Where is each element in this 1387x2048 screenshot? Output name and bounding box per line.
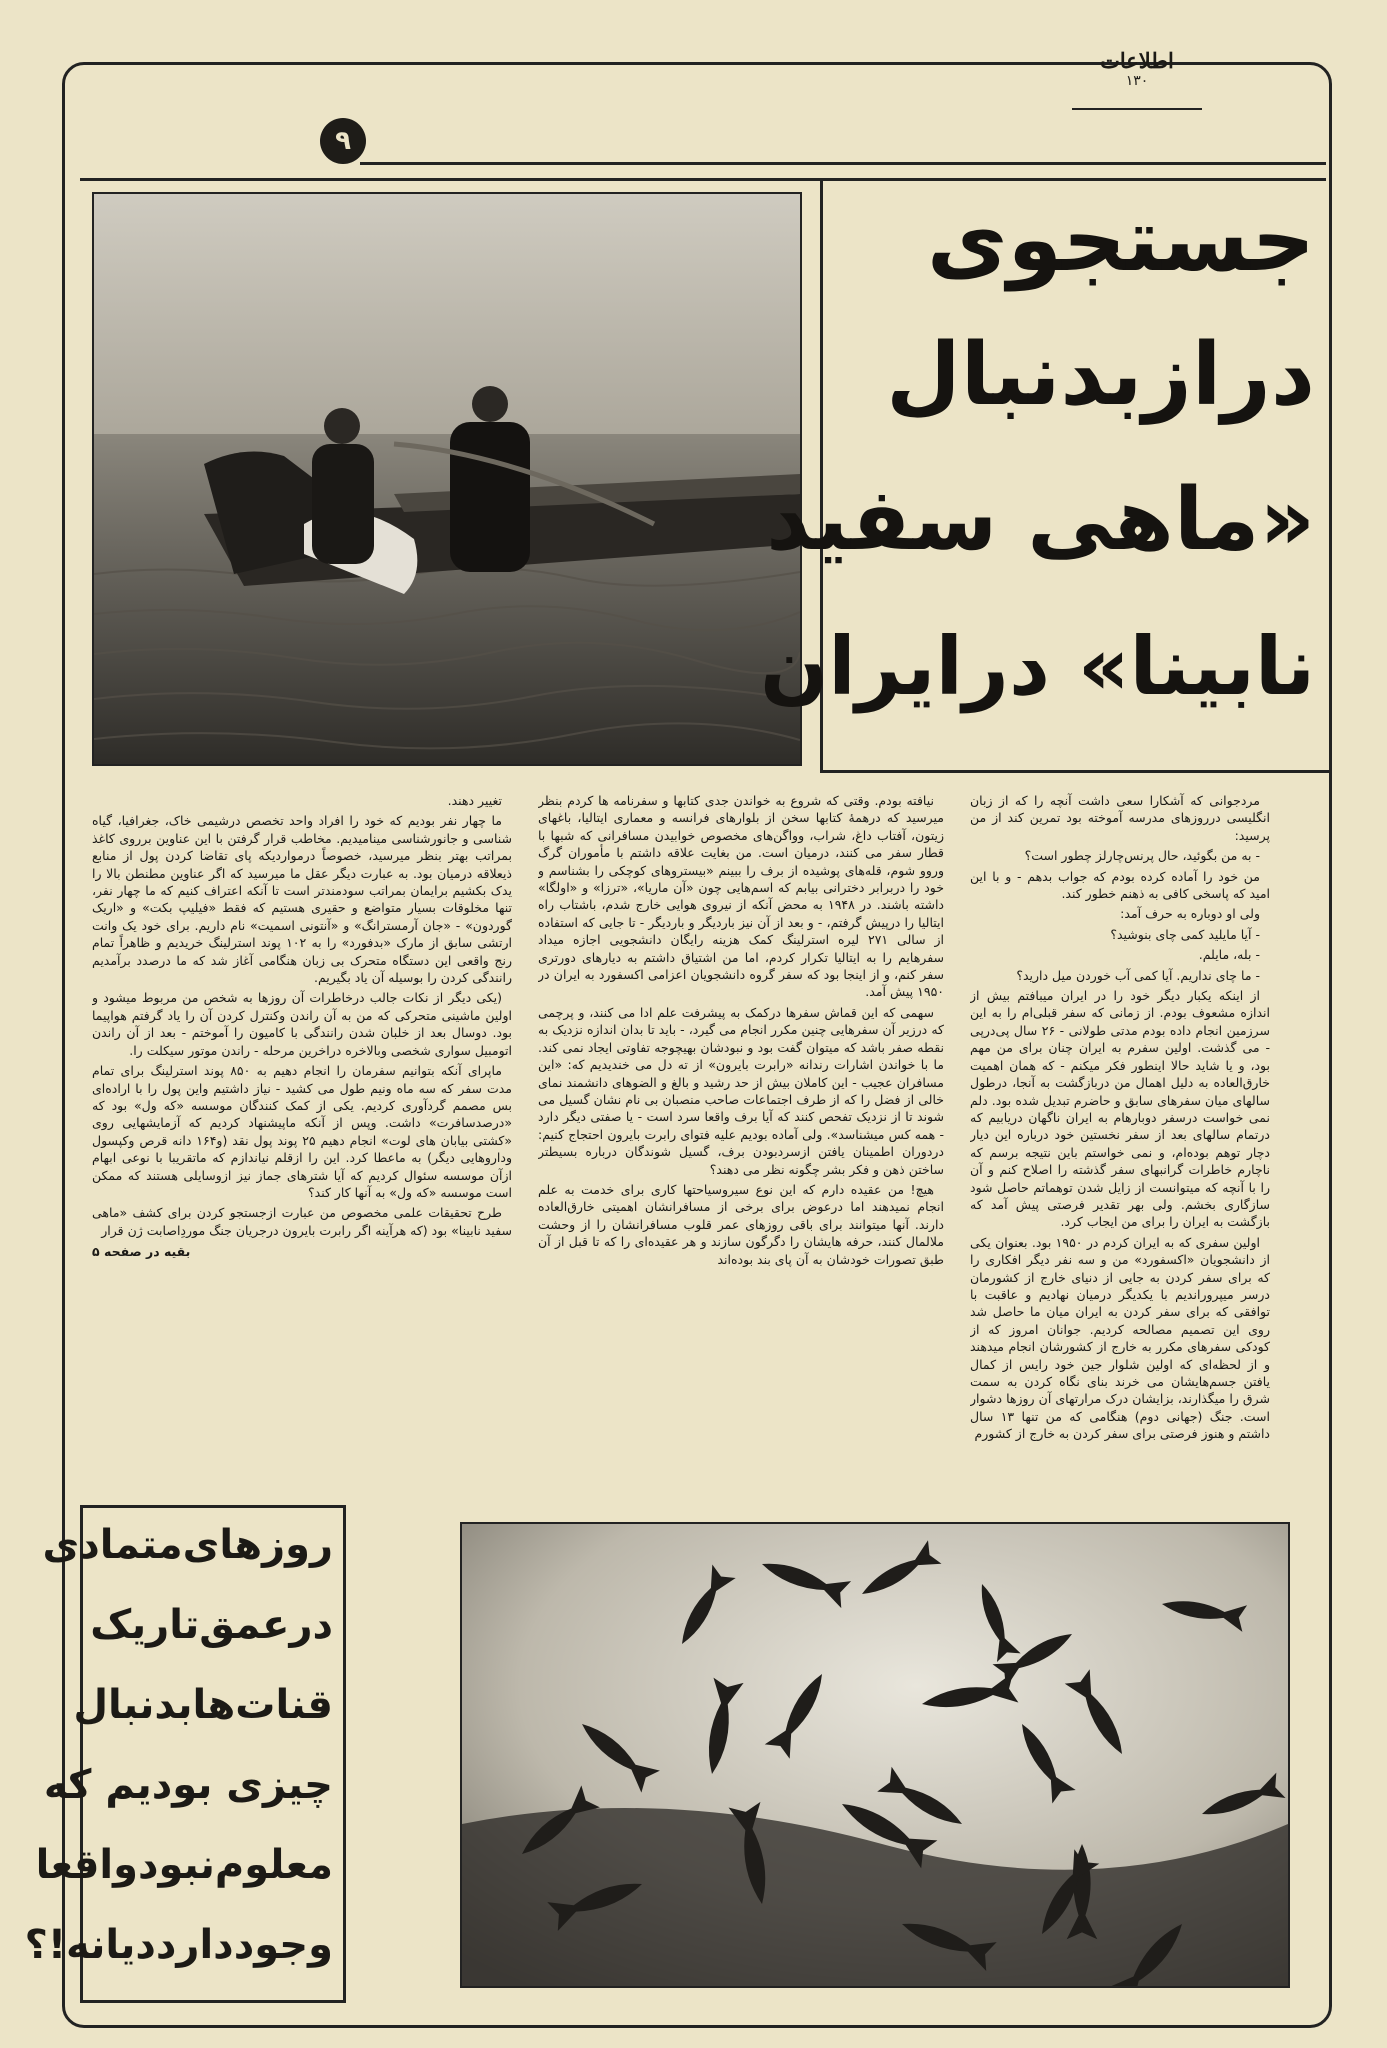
sidebar-pullquote xyxy=(24,1505,346,2003)
sidebar-line-4: چیزی بودیم که xyxy=(43,1762,333,1808)
page-number: ۹ xyxy=(320,118,366,164)
fish-image xyxy=(462,1524,1288,1986)
paragraph: هیچ! من عقیده دارم که این نوع سیروسیاحتها کاری برای خدمت به علم انجام نمیدهند اما درعوض برای برخی از مسافرانشان اهمیتی خارق‌العاده دارند. آنها میتوانند برای باقی روزهای عمر قلوب مسافرانشان را از وحشت ملالمال کنند، حرفه هایشان را دگرگون سازند و هر عقیده‌ای را که تا قبل از آن طبق تصورات خودشان به آن پای بند بوده‌اند xyxy=(538,1181,944,1267)
headline-box xyxy=(759,180,1329,773)
paragraph: اولین سفری که به ایران کردم در ۱۹۵۰ بود. بعنوان یکی از دانشجویان «اکسفورد» من و سه نفر دیگر افکاری را که برای سفر کردن به جایی از دنیای خارج از کشورمان درسر میپروراندیم با یکدیگر درمیان نهادیم و عاقبت با توافقی که برای سفر کردن به ایران میان ما حاصل شد روی این تصمیم مصالحه کردیم. جوانان امروز که از کودکی سفرهای مکرر به خارج از کشورشان انجام میدهند و از لحظه‌ای که اولین شلوار جین خود رایس از کمال یافتن جسم‌هایشان می خرند بنای نگاه کردن به سمت شرق را میگذارند، بزایشان درک مرارتهای آن روزها دشوار است. جنگ (جهانی دوم) هنگامی که من تنها ۱۳ سال داشتم و هنوز فرصتی برای سفر کردن به خارج از کشورم xyxy=(970,1234,1270,1442)
paragraph: ما چهار نفر بودیم که خود را افراد واحد تخصص درشیمی خاک، جغرافیا، گیاه شناسی و جانورشناسی مینامیدیم. مخاطب قرار گرفتن با این عناوین برروی کاغذ بمراتب بهتر بنظر میرسید، خصوصاً درمواردیکه پای تقاضا کردن پول از منابع ذیعلاقه درمیان بود. به عبارت دیگر عقل ما میرسید که اگر عناوین مطنطن بالا را یدک بکشیم برایمان بمراتب سودمندتر است تا آنکه اعتراف کنیم که ما چهار نفر، تنها مخلوقات بسیار متواضع و حقیری هستیم که فقط «فیلیپ بکت» و «اریک گوردون» - «جان آرمسترانگ» و «آنتونی اسمیت» نام داریم. برای خود یک وانت ارتشی سابق از مارک «بدفورد» را به ۱۰۲ پوند استرلینگ خریدیم و ظاهراً تمام رنج واقعی این دستگاه متحرک بی زبان هنگامی آغاز شد که ما درصدد برآمدیم رانندگی کردن را بوسیله آن یاد بگیریم. xyxy=(92,813,512,986)
sidebar-line-3: قنات‌هابدنبال xyxy=(73,1682,333,1728)
paragraph: - به من بگوئید، حال پرنس‌چارلز چطور است؟ xyxy=(1024,848,1260,864)
paragraph: از اینکه یکبار دیگر خود را در ایران میبافتم بیش از اندازه مشعوف بودم. از زمانی که سفر قبلی‌ام را به این سرزمین انجام داده بودم مدتی طولانی - ۲۶ سال پی‌درپی - می گذشت. اولین سفرم به ایران چنان برای من مهم بود، و یا شاید حالا اینطور فکر میکنم - که همان اهمیت خارق‌العاده به دلیل اهمال من دربازگشت به آنجا، درطول سالهای میان سفرهای سابق و حاضرم تبدیل شده بود. دلم نمی خواست درسفر دوبارهام به ایران ناگهان دریابیم که درتمام سالهای بعد از سفر نخستین خود درباره این دیار دچار توهم بوده‌ام، و نمی خواستم باین نتیجه برسم که ناچارم خاطرات گرانبهای سفر گذشته را اصلاح کنم و آن را با آنچه که میتوانست از زایل شدن توهماتم حاصل شود سازگاری بخشم. ولی بهر تقدیر فرصتی پیش آمد که بازگشت به ایران را برای من ایجاب کرد. xyxy=(970,988,1270,1230)
column-left xyxy=(92,792,512,1468)
headline-line-2: درازبدنبال xyxy=(886,325,1315,425)
masthead-logo xyxy=(1072,30,1202,110)
continued-note[interactable]: بقیه در صفحه ۵ xyxy=(92,1244,191,1260)
paragraph: - آیا مایلید کمی چای بنوشید؟ xyxy=(1110,926,1260,942)
paragraph: من خود را آماده کرده بودم که جواب بدهم - و با این امید که پاسخی کافی به ذهنم خطور کند. xyxy=(970,868,1270,902)
paragraph: طرح تحقیقات علمی مخصوص من عبارت ازجستجو کردن برای کشف «ماهی سفید نابینا» بود (که هرآینه اگر رابرت بایرون درجریان جنگ موردِاصابت ژن قرار xyxy=(92,1205,512,1238)
column-right xyxy=(970,792,1270,1458)
sidebar-line-6: وجوددارددیانه!؟ xyxy=(24,1922,333,1968)
sidebar-line-1: روزهای‌متمادی xyxy=(42,1522,333,1568)
fishermen-image xyxy=(94,194,800,764)
paragraph: - بله، مایلم. xyxy=(1198,947,1260,963)
paragraph: نیافته بودم. وقتی که شروع به خواندن جدی کتابها و سفرنامه ها کردم بنظر میرسید که درهمهٔ کتابها سخن از بلوارهای فرانسه و معماری ایتالیا، باغهای زیتون، آفتاب داغ، شراب، وواگن‌های مخصوص خوابیدن مسافرانی که شبها با قطار سفر می کنند، درمیان است. من بغایت علاقه داشتم با مأموران گرگ وروو شوم، قله‌های پوشیده از برف را ببینم «بیستروهای کوچکی را بشناسم و خود را دربرابر دخترانی بیابم که اسم‌هایی چون «آن ماریا»، «ترزا» و «اولگا» داشته باشند. در ۱۹۴۸ به محض آنکه از نیروی هوایی خارج شدم، باشتاب راه ایتالیا را درپیش گرفتم، - و بعد از آن نیز باردیگر و باردیگر - تا جایی که استفاده از سالی ۲۷۱ لیره استرلینگ کمک هزینه رایگان دانشجویی اجازه میداد سفرهایم را به ایتالیا تکرار کردم، اما من اشتیاق داشتم به دیارهای دورتری سفر کنم، و از اینجا بود که سفر گروه دانشجویان اعزامی اکسفورد به ایران در ۱۹۵۰ پیش آمد. xyxy=(538,793,944,1000)
sidebar-line-2: درعمق‌تاریک xyxy=(90,1602,333,1648)
paragraph: سهمی که این قماش سفرها درکمک به پیشرفت علم ادا می کنند، و پرچمی که درزیر آن سفرهایی چنین مکرر انجام می گیرد، - باید تا بدان اندازه نزدیک به نقطه صفر باشد که میتوان گفت بود و نبودشان بهیچوجه تفاوتی ایجاد نمی کند. ما با خواندن اشارات رندانه «رابرت بایرون» از ته دل می خندیدیم که: «این مسافران عجیب - این کاملان بیش از حد رشید و بالغ و الضوهای دانشمند نمای خالی از فضل را که از طرف اجتماعات صاحب منصبان بی نام نشان گسیل می شوند تا از نزدیک تفحص کنند که آیا برف واقعا سرد است - یا صفتی دیگر دارد - همه کس میشناسد». ولی آماده بودیم علیه فتوای رابرت بایرون احتجاج کنیم: دردوران اطمینان یافتن ازسردبودن برف، گسیل شوندگان درباره بسیطتر ساختن ذهن و فکر بشر چگونه نظر می دهند؟ xyxy=(538,1004,944,1177)
column-middle xyxy=(538,792,944,1458)
paragraph: - ما چای نداریم. آیا کمی آب خوردن میل دارید؟ xyxy=(1016,967,1260,983)
paragraph: ماپرای آنکه بتوانیم سفرمان را انجام دهیم به ۸۵۰ پوند استرلینگ برای تمام مدت سفر که سه ماه ونیم طول می کشید - نیاز داشتیم واین پول را با اراده‌ای بس مصمم گردآوری کردیم. یکی از کمک کنندگان موسسه «که ول» بود که «درصدسافرت» داشت. وپس از آنکه ماپیشنهاد کردیم که آزمایشهایی روی «کشتی بیابان های لوت» انجام دهیم ۲۵ پوند پول نقد (و۱۶۴ دانه قرص وکپسول وداروهایی دیگر) به ماعطا کرد. این را ازقلم نیاندازم که ماتقریبا با نوعی ابهام ازآن موسسه سئوال کردیم که آیا شترهای جماز نیز ازوسایلی هستند که ممکن است موسسه «که ول» به آنها کار کند؟ xyxy=(92,1063,512,1200)
headline-line-3: «ماهی سفید xyxy=(766,470,1315,570)
paragraph: مردجوانی که آشکارا سعی داشت آنچه را که از زبان انگلیسی درروزهای مدرسه آموخته بود تمرین کند از من پرسید: xyxy=(970,793,1270,843)
photo-fish-school xyxy=(460,1522,1290,1988)
masthead-name: اطلاعات xyxy=(1100,48,1174,74)
paragraph: ولی او دوباره به حرف آمد: xyxy=(1120,906,1260,922)
top-rule xyxy=(360,162,1326,165)
masthead-number: ۱۳۰ xyxy=(1125,72,1149,89)
headline-line-1: جستجوی xyxy=(926,188,1315,291)
paragraph: (یکی دیگر از نکات جالب درخاطرات آن روزها به شخص من مربوط میشود و اولین ماشینی متحرکی که من به آن راندن وکنترل کردن آن را یاد گرفتم هواپیما بود. دوسال بعد از خلبان شدن رانندگی با کامیون را آموختم - بعد از آن راندن اتومبیل سواری شخصی وبالاخره دراخرین مرحله - راندن موتور سیکلت را. xyxy=(92,990,512,1058)
paragraph: تغییر دهند. xyxy=(447,793,502,808)
photo-fishermen xyxy=(92,192,802,766)
sidebar-line-5: معلوم‌نبودواقعا xyxy=(35,1842,333,1888)
headline-line-4: نابینا» درایران xyxy=(759,620,1315,713)
